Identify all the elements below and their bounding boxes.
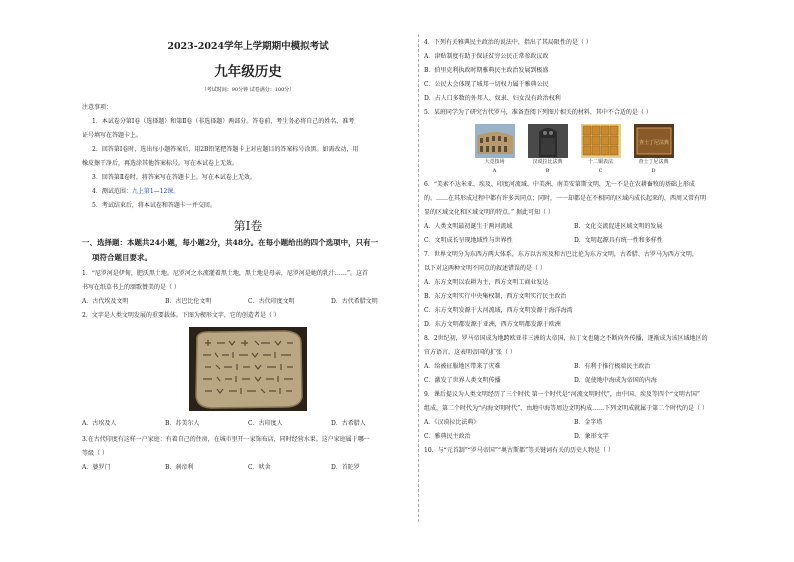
note-4-range: 九上第1—12课。 bbox=[131, 188, 180, 195]
q3-option-d[interactable]: D．首陀罗 bbox=[331, 464, 360, 471]
question-1 bbox=[82, 267, 414, 309]
q4-option-d[interactable]: D．占人口多数的外邦人、奴隶、妇女没有政治权利 bbox=[424, 95, 561, 102]
question-5 bbox=[424, 106, 724, 176]
q7-option-c[interactable]: C．东方文明发源于大河流域，西方文明发源于海洋海湾 bbox=[424, 307, 573, 314]
q8-stem-line-1: 8．2世纪初，罗马帝国成为地跨欧亚非三洲的大帝国，拉丁文也随之不断向外传播，逐渐成为该区域地区的 bbox=[424, 335, 708, 342]
q5-stem: 5．某班同学为了研究古代罗马，准备查阅下列图片相关的材料，其中不合适的是（ ） bbox=[424, 109, 652, 116]
q3-option-b[interactable]: B．刹帝利 bbox=[165, 464, 194, 471]
q9-stem-line-2: 组成，第二个时代为“内海文明时代”，由地中海等周边文明构成……下列文明成就属于第二个时代的是（ ） bbox=[424, 405, 709, 412]
q8-options-row-1 bbox=[424, 360, 724, 374]
q5-image-d-text: 查士丁尼法典 bbox=[638, 140, 669, 146]
question-7 bbox=[424, 248, 724, 332]
question-10 bbox=[424, 444, 724, 458]
q1-option-a[interactable]: A．古代埃及文明 bbox=[82, 298, 129, 305]
q1-option-c[interactable]: C．古代印度文明 bbox=[248, 298, 295, 305]
question-6 bbox=[424, 178, 724, 248]
note-1-line-2: 证号填写在答题卡上。 bbox=[82, 132, 143, 139]
q9-option-b[interactable]: B．金字塔 bbox=[574, 419, 603, 426]
note-2-line-1: 2．回答第Ⅰ卷时，选出每小题答案后，用2B铅笔把答题卡上对应题目的答案标号涂黑。如需改动，用 bbox=[92, 146, 359, 153]
q9-option-c[interactable]: C．雅典民主政治 bbox=[424, 433, 471, 440]
q9-options-row-2 bbox=[424, 430, 724, 444]
q8-options-row-2 bbox=[424, 374, 724, 388]
q1-stem-line-2: 书写在纸草书上的颂歌赞美的是（ ） bbox=[82, 284, 180, 291]
notes-heading: 注意事项： bbox=[82, 104, 113, 111]
q4-option-c[interactable]: C．公民大会体现了城邦一切权力属于雅典公民 bbox=[424, 81, 549, 88]
q7-option-a[interactable]: A．东方文明以农耕为主，西方文明工商业发达 bbox=[424, 279, 549, 286]
q9-stem-line-1: 9．课后提议为人类文明经历了三个时代 第一个时代是“河流文明时代”，由中国、埃及等四个“文明古国” bbox=[424, 391, 700, 398]
q6-option-c[interactable]: C．文明成长呈现地域性与世界性 bbox=[424, 237, 513, 244]
q5-label-c: C bbox=[598, 168, 603, 174]
section-one-line-2: 项符合题目要求。 bbox=[92, 253, 152, 262]
subject-title: 九年级历史 bbox=[214, 64, 282, 80]
q7-stem-line-1: 7．世界文明分为东西方两大体系，东方以古埃及和古巴比伦为东方文明，古希腊、古罗马为西方文明， bbox=[424, 251, 698, 258]
exam-title: 2023-2024学年上学期期中模拟考试 bbox=[167, 41, 329, 52]
q6-option-b[interactable]: B．文化交流促进区域文明的发展 bbox=[574, 223, 663, 230]
q1-option-d[interactable]: D．古代希腊文明 bbox=[331, 298, 378, 305]
cuneiform-tablet-image bbox=[189, 327, 307, 411]
q6-option-a[interactable]: A．人类文明最初诞生于两河流域 bbox=[424, 223, 513, 230]
q2-options bbox=[82, 417, 414, 431]
q8-option-c[interactable]: C．激发了世界人类文明传播 bbox=[424, 377, 501, 384]
question-8 bbox=[424, 332, 724, 388]
q3-options bbox=[82, 461, 414, 475]
q5-image-b[interactable] bbox=[521, 124, 574, 176]
q8-stem-line-2: 官方语言。这表明帝国的扩张（ ） bbox=[424, 349, 516, 356]
q2-stem: 2．文字是人类文明发展的重要载体。下图为楔形文字，它的创造者是（ ） bbox=[82, 312, 280, 319]
section-one-line-1: 一、选择题：本题共24小题，每小题2分，共48分。在每小题给出的四个选项中，只有一 bbox=[82, 238, 379, 247]
stele-icon bbox=[528, 124, 568, 158]
note-5: 5．考试结束后，将本试卷和答题卡一并交回。 bbox=[92, 202, 216, 209]
part-one-heading: 第Ⅰ卷 bbox=[233, 219, 263, 233]
q7-stem-line-2: 以下对这两种文明不同点的叙述错误的是（ ） bbox=[424, 265, 546, 272]
q9-option-d[interactable]: D．象形文字 bbox=[574, 433, 609, 440]
note-4-prefix: 4．测试范围： bbox=[92, 188, 132, 195]
q9-option-a[interactable]: A．《汉谟拉比法典》 bbox=[424, 419, 480, 426]
q2-option-b[interactable]: B．苏美尔人 bbox=[165, 420, 200, 427]
question-2 bbox=[82, 309, 414, 431]
q6-options-row-2 bbox=[424, 234, 724, 248]
q5-image-row bbox=[424, 124, 724, 176]
column-divider bbox=[418, 34, 419, 522]
q1-stem-line-1: 1．“尼罗河是伊甸，肥沃黑土地。尼罗河之水流灌着黑土地，黑土地是母亲，尼罗河是她的乳汁……”。这首 bbox=[82, 270, 368, 277]
exam-info: （考试时间：90分钟 试卷满分：100分） bbox=[201, 87, 295, 93]
q2-option-c[interactable]: C．古印度人 bbox=[248, 420, 283, 427]
bronze-tables-icon bbox=[581, 124, 621, 158]
right-column bbox=[424, 36, 724, 458]
q6-stem-line-1: 6．“美索不达米亚、埃及、印度河流域、中美洲、南美安第斯文明，无一不是在农耕畜牧的基础上形成 bbox=[424, 181, 695, 188]
note-3: 3．回答第Ⅱ卷时，将答案写在答题卡上。写在本试卷上无效。 bbox=[92, 174, 256, 181]
q5-caption-b: 汉谟拉比法典 bbox=[532, 159, 563, 165]
q5-image-c[interactable] bbox=[574, 124, 627, 176]
q9-options-row-1 bbox=[424, 416, 724, 430]
question-9 bbox=[424, 388, 724, 444]
q3-stem-line-1: 3.在古代印度有这样一户家庭：有着自己的住房，在城市里开一家饰布店，同时经营水果。这户家庭属于哪一 bbox=[82, 436, 370, 443]
q2-option-a[interactable]: A．古埃及人 bbox=[82, 420, 117, 427]
q2-option-d[interactable]: D．古希腊人 bbox=[331, 420, 366, 427]
q8-option-b[interactable]: B．有利于推行极端民主政治 bbox=[574, 363, 651, 370]
notes-block bbox=[82, 101, 414, 213]
q1-options bbox=[82, 295, 414, 309]
q6-stem-line-3: 显的区域文化和区域文明的特点。” 据此可知（ ） bbox=[424, 209, 554, 216]
q3-stem-line-2: 等级（ ） bbox=[82, 450, 108, 457]
note-4 bbox=[82, 185, 414, 199]
question-4 bbox=[424, 36, 724, 106]
q10-stem: 10．与“元首制”“罗马帝国”“奥古斯都”等关键词有关的历史人物是（ ） bbox=[424, 447, 614, 454]
note-2-line-2: 橡皮擦干净后，再选涂其他答案标号。写在本试卷上无效。 bbox=[82, 160, 239, 167]
q1-option-b[interactable]: B．古巴比伦文明 bbox=[165, 298, 212, 305]
colosseum-icon bbox=[475, 124, 515, 158]
q8-option-a[interactable]: A．给被征服地区带来了灾难 bbox=[424, 363, 501, 370]
q5-image-d[interactable] bbox=[627, 124, 680, 176]
q4-option-b[interactable]: B．伯里克利执政时期雅典民主政治发展到极盛 bbox=[424, 67, 549, 74]
q5-caption-a: 大竞技场 bbox=[484, 159, 505, 165]
q5-label-a: A bbox=[492, 168, 497, 174]
q5-image-a[interactable] bbox=[468, 124, 521, 176]
q5-caption-d: 查士丁尼法典 bbox=[638, 159, 669, 165]
q4-stem: 4．下列有关雅典民主政治的说法中，指出了其局限性的是（ ） bbox=[424, 39, 592, 46]
q4-option-a[interactable]: A．津贴制度有助于保证贫穷公民正常参政议政 bbox=[424, 53, 549, 60]
q5-label-d: D bbox=[651, 168, 656, 174]
q6-options-row-1 bbox=[424, 220, 724, 234]
q3-option-a[interactable]: A．婆罗门 bbox=[82, 464, 111, 471]
question-3 bbox=[82, 433, 414, 475]
note-1-line-1: 1．本试卷分第Ⅰ卷（选择题）和第Ⅱ卷（非选择题）两部分。答卷前，考生务必将自己的姓名、准考 bbox=[92, 118, 355, 125]
q6-option-d[interactable]: D．文明起源具有统一性和多样性 bbox=[574, 237, 663, 244]
q3-option-c[interactable]: C．吠舍 bbox=[248, 464, 271, 471]
q5-label-b: B bbox=[545, 168, 550, 174]
q7-option-d[interactable]: D．东方文明都发源于亚洲，西方文明都发源于欧洲 bbox=[424, 321, 561, 328]
law-code-book-icon bbox=[634, 124, 674, 158]
q6-stem-line-2: 的。……在其形成过程中都有许多共同点；同时，一一却都是在不相同的区域内成长起来的，西周又常有明 bbox=[424, 195, 707, 202]
q8-option-d[interactable]: D．促使地中海成为帝国的内海 bbox=[574, 377, 657, 384]
q5-caption-c: 十二铜表法 bbox=[587, 159, 613, 165]
left-column bbox=[82, 36, 414, 475]
q7-option-b[interactable]: B．东方文明实行中央集权制，西方文明实行民主政治 bbox=[424, 293, 567, 300]
